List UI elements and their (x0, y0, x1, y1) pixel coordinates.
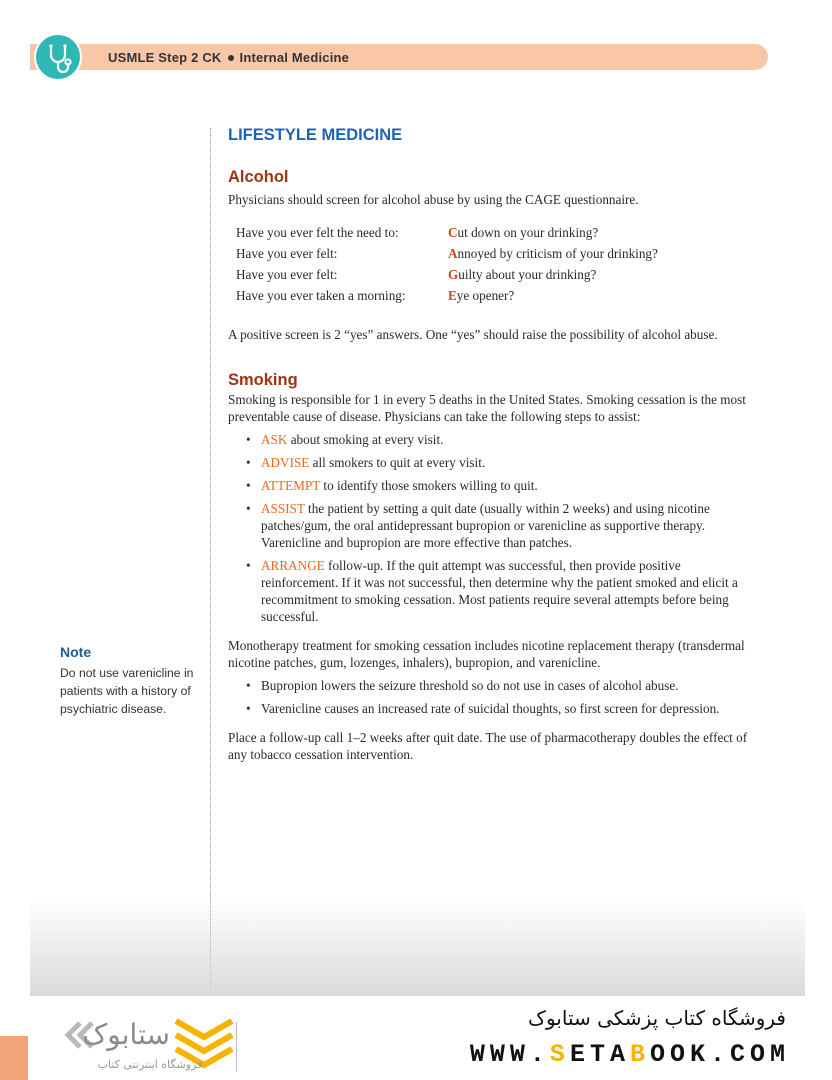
cage-answer-text: uilty about your drinking? (458, 267, 597, 282)
page-bottom-shadow (30, 900, 805, 996)
step-keyword: ASK (261, 432, 288, 447)
cage-answer (448, 287, 514, 304)
step-text: about smoking at every visit. (287, 432, 444, 447)
cage-row (236, 264, 658, 285)
note-text: Do not use varenicline in patients with a history of psychiatric disease. (60, 666, 194, 716)
cage-letter: A (448, 246, 458, 261)
list-item (228, 557, 750, 625)
stethoscope-icon (36, 35, 80, 79)
footer-separator (236, 1022, 237, 1072)
store-url[interactable] (410, 1040, 790, 1069)
footer-side-tab (0, 1036, 28, 1080)
cage-question: Have you ever felt: (236, 246, 338, 261)
cage-answer-text: ut down on your drinking? (457, 225, 599, 240)
running-header-title (108, 50, 349, 65)
step-text: follow-up. If the quit attempt was successful, then provide positive reinforcement. If it was not successful, then determine why the patient smoked and elicit a recommitment to smoking cessation. Most patients require several attempts before being successful. (261, 558, 738, 624)
step-keyword: ATTEMPT (261, 478, 321, 493)
margin-divider (210, 128, 211, 998)
step-text: all smokers to quit at every visit. (309, 455, 486, 470)
pharmacotherapy-cautions-list (228, 677, 750, 717)
bullet-separator-icon (228, 55, 234, 61)
main-content (228, 125, 750, 763)
cage-answer (448, 224, 598, 241)
step-text: to identify those smokers willing to quit. (320, 478, 538, 493)
section-title: LIFESTYLE MEDICINE (228, 126, 403, 144)
cage-answer-text: nnoyed by criticism of your drinking? (457, 246, 658, 261)
cage-row (236, 222, 658, 243)
alcohol-heading: Alcohol (228, 168, 289, 186)
cage-answer-text: ye opener? (456, 288, 515, 303)
cage-row (236, 285, 658, 306)
cage-answer (448, 266, 596, 283)
step-text: the patient by setting a quit date (usually within 2 weeks) and using nicotine patches/gum, the oral antidepressant bupropion or varenicline as supportive therapy. Varenicline and bupropion are more effective than patches. (261, 501, 710, 550)
step-keyword: ASSIST (261, 501, 305, 516)
url-segment: ETA (569, 1040, 630, 1069)
cessation-steps-list (228, 431, 750, 625)
list-item (228, 431, 750, 448)
list-item (228, 500, 750, 551)
url-segment: OOK.COM (649, 1040, 790, 1069)
alcohol-intro: Physicians should screen for alcohol abuse by using the CAGE questionnaire. (228, 192, 639, 207)
margin-note (60, 643, 200, 718)
book-title: USMLE Step 2 CK (108, 50, 222, 65)
step-keyword: ADVISE (261, 455, 310, 470)
followup-paragraph: Place a follow-up call 1–2 weeks after quit date. The use of pharmacotherapy doubles the effect of any tobacco cessation intervention. (228, 730, 748, 762)
list-item: • Bupropion lowers the seizure threshold so do not use in cases of alcohol abuse. (228, 677, 750, 694)
list-item (228, 477, 750, 494)
alcohol-positive-screen: A positive screen is 2 “yes” answers. One “yes” should raise the possibility of alcohol abuse. (228, 327, 718, 342)
step-keyword: ARRANGE (261, 558, 325, 573)
cage-row (236, 243, 658, 264)
cage-letter: E (448, 288, 457, 303)
note-title: Note (60, 644, 92, 660)
cage-letter: G (448, 267, 459, 282)
monotherapy-paragraph: Monotherapy treatment for smoking cessation includes nicotine replacement therapy (transdermal nicotine patches, gum, lozenges, inhalers), bupropion, and varenicline. (228, 638, 745, 670)
list-item (228, 454, 750, 471)
logo-wordmark: ستابوک (82, 1018, 170, 1051)
list-item: • Varenicline causes an increased rate of suicidal thoughts, so first screen for depression. (228, 700, 750, 717)
chapter-title: Internal Medicine (239, 50, 350, 65)
url-highlight: B (629, 1040, 650, 1069)
cage-question: Have you ever felt: (236, 267, 338, 282)
url-segment: WWW. (469, 1040, 550, 1069)
store-name: فروشگاه کتاب پزشکی ستابوک (528, 1006, 786, 1030)
url-highlight: S (549, 1040, 570, 1069)
cage-table (228, 208, 750, 314)
logo-subtitle: فروشگاه اینترنتی کتاب (97, 1058, 203, 1071)
cage-answer (448, 245, 658, 262)
cage-question: Have you ever taken a morning: (236, 288, 406, 303)
cage-question: Have you ever felt the need to: (236, 225, 399, 240)
smoking-heading: Smoking (228, 371, 298, 389)
cage-letter: C (448, 225, 458, 240)
smoking-intro: Smoking is responsible for 1 in every 5 deaths in the United States. Smoking cessation is the most preventable cause of disease. Physicians can take the following steps to assist: (228, 392, 746, 424)
